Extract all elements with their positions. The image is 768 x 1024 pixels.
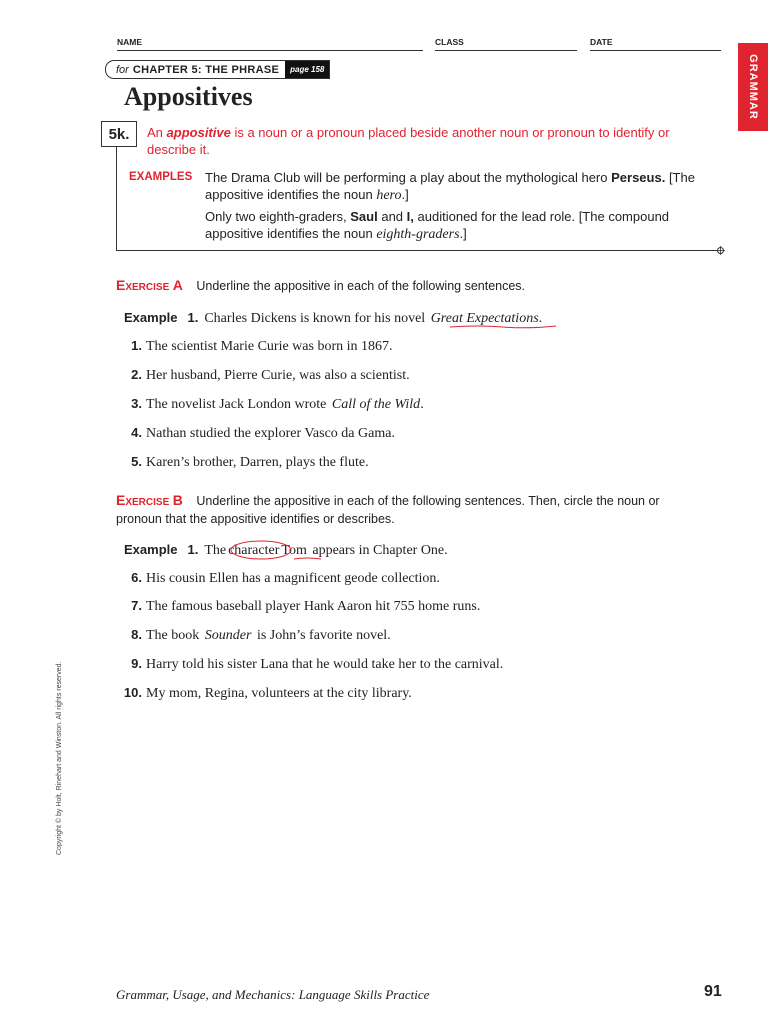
exercise-b-item-7 [116,597,480,615]
item-number: 7. [131,598,142,613]
example-text-end: . [538,311,543,326]
exercise-a-item-5 [116,453,369,471]
exercise-a-item-1 [116,337,393,355]
exercise-a-tag-first: E [116,277,126,293]
rule-text-before: An [147,125,163,140]
example-1 [205,169,705,204]
example-number: 1. [187,542,199,557]
exercise-a-heading [116,277,686,296]
item-number: 10. [123,685,142,700]
exercise-b-item-8 [116,626,391,644]
example-2-noun: eighth-graders [376,227,460,242]
exercise-b-item-9 [116,655,503,673]
example-b-underline-mark [293,555,323,563]
exercise-a-instructions: Underline the appositive in each of the following sentences. [196,279,526,293]
name-label: NAME [117,37,143,47]
exercise-b-tag-letter: B [172,492,183,508]
item-text: The scientist Marie Curie was born in 1867. [146,339,393,354]
class-line [435,50,577,51]
exercise-a-item-4 [116,424,395,442]
example-1-noun: hero [376,188,402,203]
example-number: 1. [187,310,199,325]
exercise-a-item-2 [116,366,410,384]
example-label: Example [124,310,178,325]
item-text: Her husband, Pierre Curie, was also a scientist. [146,368,410,383]
exercise-a-tag [116,279,183,293]
example-rest: appears in Chapter One. [312,543,448,558]
item-text-end: is John’s favorite novel. [256,628,391,643]
exercise-b-heading [116,492,686,528]
rule-definition [147,124,707,158]
item-text: The famous baseball player Hank Aaron hit 755 home runs. [146,599,481,614]
item-italic-title: Sounder [204,628,252,643]
item-number: 6. [131,570,142,585]
grammar-side-tab [738,43,768,131]
example-2-text-a: Only two eighth-graders, [205,209,347,224]
exercise-a-item-3 [116,395,424,413]
example-underlined-appositive: Tom [281,543,307,558]
example-2-text-b: auditioned for the lead role. [The compound appositive identifies the noun [205,209,670,241]
page-title: Appositives [124,82,253,111]
example-1-text-b: [The appositive identifies the noun [205,170,695,202]
rule-box-bottom-border [116,250,717,251]
example-2-appositive-2: I, [406,209,414,224]
date-line [590,50,721,51]
item-number: 3. [131,396,142,411]
exercise-b-item-10 [116,684,412,702]
exercise-b-tag-first: E [116,492,126,508]
example-1-appositive: Perseus. [611,170,666,185]
chapter-title: CHAPTER 5: THE PHRASE [132,63,280,76]
example-2-and: and [381,209,404,224]
example-label: Example [124,542,178,557]
date-label: DATE [590,37,613,47]
example-2-appositive-1: Saul [350,209,378,224]
example-2-text-c: .] [459,226,467,241]
item-text: The novelist Jack London wrote [146,397,327,412]
example-text: Charles Dickens is known for his novel [204,311,426,326]
example-1-text-c: .] [401,187,409,202]
item-text: Harry told his sister Lana that he would take her to the carnival. [146,657,504,672]
example-2 [205,208,705,243]
page-number: 91 [704,983,722,1000]
side-tab-label: GRAMMAR [747,54,759,120]
item-text: His cousin Ellen has a magnificent geode collection. [146,571,440,586]
item-number: 8. [131,627,142,642]
rule-end-ornament-icon [716,246,725,255]
item-text: Nathan studied the explorer Vasco da Gama. [146,426,395,441]
item-text-end: . [420,397,424,412]
chapter-for: for [116,63,129,76]
item-text: The book [146,628,200,643]
item-text: My mom, Regina, volunteers at the city library. [146,686,412,701]
example-circled-noun: character [228,543,280,558]
item-number: 4. [131,425,142,440]
item-text: Karen’s brother, Darren, plays the flute. [146,455,369,470]
example-the: The [204,543,227,558]
copyright-notice: Copyright © by Holt, Rinehart and Winston. All rights reserved. [56,661,63,855]
rule-text-after: is a noun or a pronoun placed beside another noun or pronoun to identify or describe it. [147,125,670,157]
example-1-text-a: The Drama Club will be performing a play about the mythological hero [205,170,608,185]
exercise-b-instructions: Underline the appositive in each of the following sentences. Then, circle the noun or pronoun that the appositive identifies or describes. [116,494,660,526]
item-italic-title: Call of the Wild [331,397,421,412]
chapter-page-badge: page 158 [285,61,329,78]
item-number: 9. [131,656,142,671]
example-underline-mark [448,323,560,331]
example-underlined-title: Great Expectations [430,311,539,326]
name-line [117,50,423,51]
chapter-strip [105,60,330,79]
exercise-b-tag-rest: XERCISE [125,497,170,508]
rule-number-box: 5k. [101,121,137,147]
item-number: 2. [131,367,142,382]
exercise-a-tag-letter: A [172,277,183,293]
example-circle-mark [229,539,295,561]
class-label: CLASS [435,37,464,47]
item-number: 5. [131,454,142,469]
exercise-b-tag [116,494,183,508]
examples-label: EXAMPLES [129,171,193,183]
item-number: 1. [131,338,142,353]
exercise-a-tag-rest: XERCISE [125,282,170,293]
footer-book-title: Grammar, Usage, and Mechanics: Language Skills Practice [116,987,430,1002]
exercise-b-item-6 [116,569,440,587]
rule-term: appositive [166,125,231,140]
